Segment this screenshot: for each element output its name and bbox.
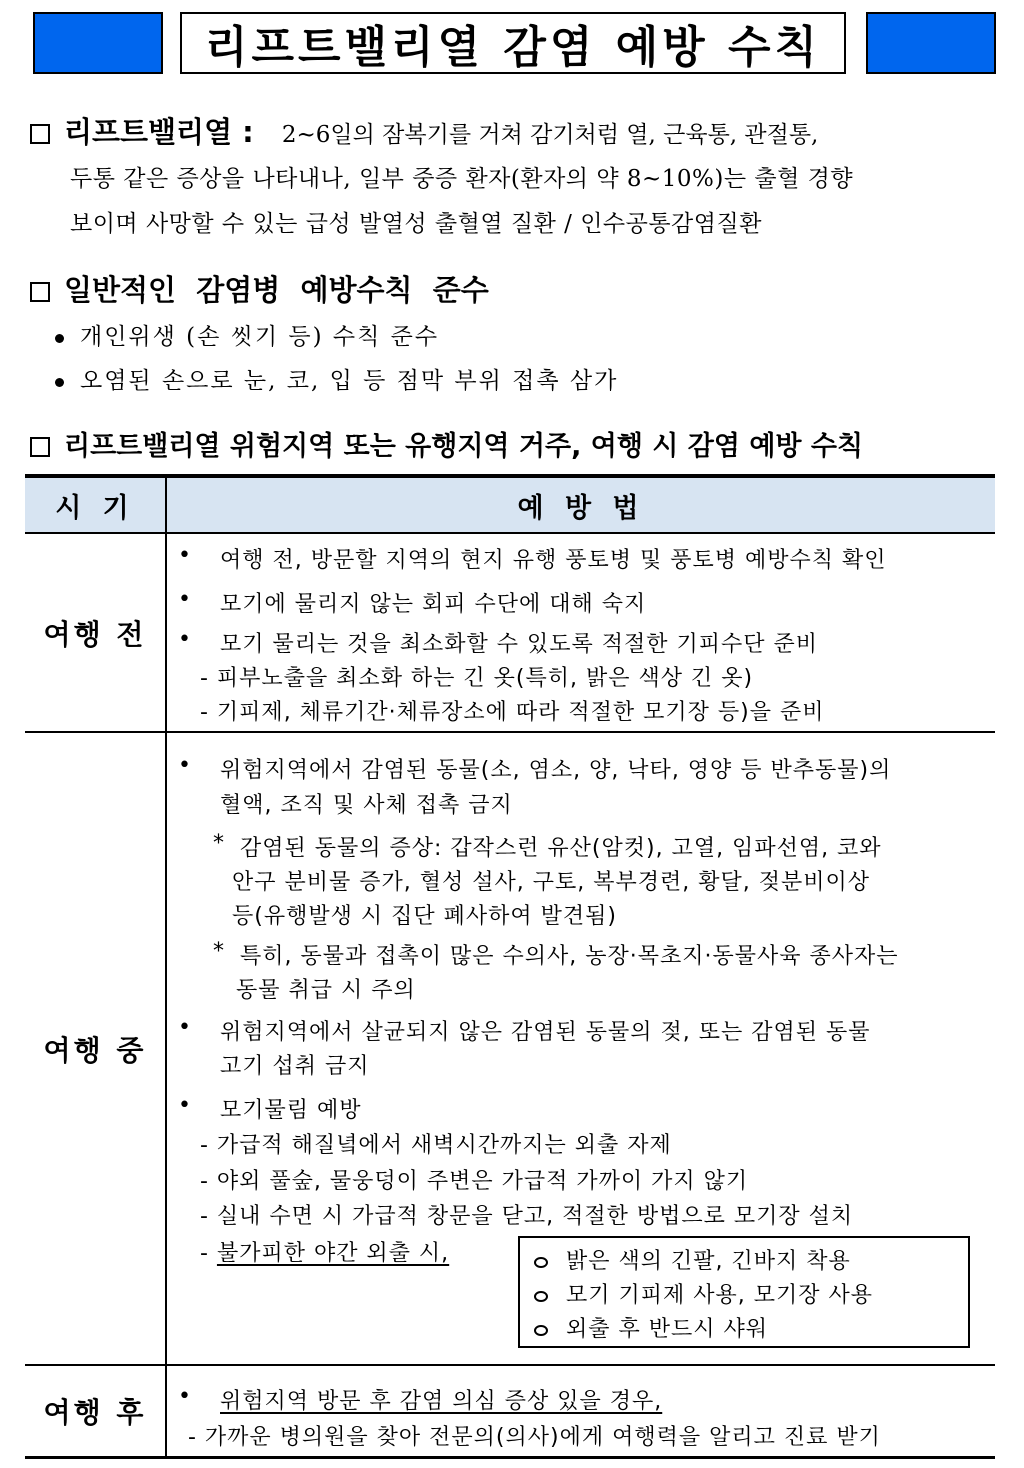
section-rift-valley-fever (30, 110, 818, 151)
bullet-icon (55, 334, 64, 343)
list-item: 밝은 색의 긴팔, 긴바지 착용 (534, 1244, 851, 1275)
table-row-text: - 야외 풀숲, 물웅덩이 주변은 가급적 가까이 가지 않기 (200, 1169, 749, 1194)
table-row-divider (25, 1364, 995, 1366)
table-row-text: 안구 분비물 증가, 혈성 설사, 구토, 복부경련, 황달, 젖분비이상 (232, 870, 870, 895)
table-row-text: - 불가피한 야간 외출 시, (200, 1241, 450, 1266)
table-row-text: 혈액, 조직 및 사체 접촉 금지 (220, 793, 513, 818)
table-row-text: - 가급적 해질녘에서 새벽시간까지는 외출 자제 (200, 1133, 672, 1158)
table-row-text: - 실내 수면 시 가급적 창문을 닫고, 적절한 방법으로 모기장 설치 (200, 1204, 854, 1229)
checkbox-icon (30, 282, 50, 302)
table-row-divider (25, 731, 995, 733)
night-outing-box (518, 1236, 970, 1348)
list-item: 오염된 손으로 눈, 코, 입 등 점막 부위 접촉 삼가 (55, 362, 618, 395)
section1-heading: 리프트밸리열 : (64, 115, 254, 149)
bullet-icon (55, 378, 64, 387)
period-during-travel: 여행 중 (43, 1033, 147, 1067)
bullet-icon: • (178, 1384, 192, 1409)
section1-desc-line1: 2~6일의 잠복기를 거쳐 감기처럼 열, 근육통, 관절통, (281, 122, 819, 148)
section1-desc-line3: 보이며 사망할 수 있는 급성 발열성 출혈열 질환 / 인수공통감염질환 (70, 211, 762, 237)
table-row-text: 모기에 물리지 않는 회피 수단에 대해 숙지 (220, 592, 647, 617)
bullet-icon: • (178, 543, 192, 568)
circle-bullet-icon (534, 1291, 548, 1302)
bullet-icon: • (178, 1015, 192, 1040)
table-row-text: 감염된 동물의 증상: 갑작스런 유산(암컷), 고열, 임파선염, 코와 (240, 836, 882, 861)
period-before-travel: 여행 전 (43, 617, 147, 651)
table-row-text: 고기 섭취 금지 (220, 1054, 370, 1079)
table-row-text: 여행 전, 방문할 지역의 현지 유행 풍토병 및 풍토병 예방수칙 확인 (220, 548, 887, 573)
checkbox-icon (30, 437, 50, 457)
table-row-text: 위험지역에서 살균되지 않은 감염된 동물의 젖, 또는 감염된 동물 (220, 1020, 871, 1045)
right-blue-block (866, 12, 996, 74)
period-after-travel: 여행 후 (43, 1396, 147, 1429)
list-item: 외출 후 반드시 샤워 (534, 1312, 768, 1343)
table-bottom-rule (25, 1456, 995, 1459)
page-title: 리프트밸리열 감염 예방 수칙 (180, 12, 846, 74)
table-column-divider (165, 478, 167, 1458)
table-row-text: 등(유행발생 시 집단 폐사하여 발견됨) (232, 904, 617, 929)
bullet-icon: • (178, 627, 192, 652)
bullet-icon: • (178, 1093, 192, 1118)
section2-heading: 일반적인 감염병 예방수칙 준수 (64, 273, 489, 307)
section-general-prevention (30, 268, 489, 309)
column-header-method: 예 방 법 (517, 492, 645, 524)
table-row-text: 특히, 동물과 접촉이 많은 수의사, 농장·목초지·동물사육 종사자는 (240, 944, 899, 969)
asterisk-icon: * (213, 939, 225, 964)
table-row-text: - 가까운 병의원을 찾아 전문의(의사)에게 여행력을 알리고 진료 받기 (188, 1425, 881, 1450)
table-row-text: 위험지역 방문 후 감염 의심 증상 있을 경우, (220, 1389, 663, 1414)
table-row-text: 모기물림 예방 (220, 1098, 362, 1123)
table-row-text: 모기 물리는 것을 최소화할 수 있도록 적절한 기피수단 준비 (220, 632, 818, 657)
table-row-text: - 기피제, 체류기간·체류장소에 따라 적절한 모기장 등)을 준비 (200, 700, 825, 725)
circle-bullet-icon (534, 1257, 548, 1268)
asterisk-icon: * (213, 831, 225, 856)
table-row-text: - 피부노출을 최소화 하는 긴 옷(특히, 밝은 색상 긴 옷) (200, 666, 754, 691)
section-travel-prevention (30, 424, 863, 463)
circle-bullet-icon (534, 1325, 548, 1336)
column-header-period: 시 기 (55, 492, 135, 524)
section1-desc-line2: 두통 같은 증상을 나타내나, 일부 중증 환자(환자의 약 8~10%)는 출혈 경향 (70, 166, 854, 192)
section3-heading: 리프트밸리열 위험지역 또는 유행지역 거주, 여행 시 감염 예방 수칙 (64, 431, 864, 462)
bullet-icon: • (178, 753, 192, 778)
checkbox-icon (30, 124, 50, 144)
table-row-text: 동물 취급 시 주의 (236, 978, 416, 1003)
bullet-icon: • (178, 587, 192, 612)
list-item: 모기 기피제 사용, 모기장 사용 (534, 1278, 873, 1309)
night-outing-label: 불가피한 야간 외출 시, (216, 1241, 450, 1266)
left-blue-block (33, 12, 163, 74)
table-header-rule (25, 532, 995, 534)
table-row-text: 위험지역에서 감염된 동물(소, 염소, 양, 낙타, 영양 등 반추동물)의 (220, 758, 892, 783)
list-item: 개인위생 (손 씻기 등) 수칙 준수 (55, 318, 439, 351)
